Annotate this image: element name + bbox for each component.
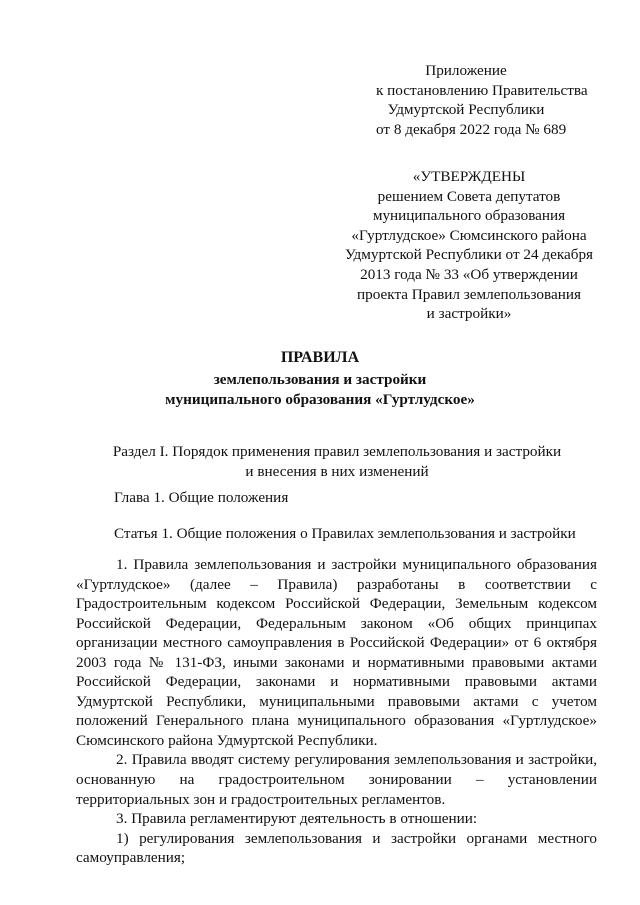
body-line: Российской Федерации, Федеральным законом «Об общих принципах xyxy=(76,614,597,632)
body-line: 2. Правила вводят систему регулирования землепользования и застройки, xyxy=(116,751,597,769)
appendix-block xyxy=(376,61,588,139)
approved-line: «Гуртлудское» Сюмсинского района xyxy=(351,226,587,244)
appendix-line: от 8 декабря 2022 года № 689 xyxy=(376,120,567,138)
document-title: ПРАВИЛА xyxy=(280,349,360,366)
body-line: территориальных зон и градостроительных регламентов. xyxy=(76,790,446,808)
section-heading xyxy=(60,442,614,481)
appendix-line: Удмуртской Республики xyxy=(387,101,545,119)
approved-line: решением Совета депутатов xyxy=(377,187,561,205)
chapter-heading: Глава 1. Общие положения xyxy=(114,489,289,506)
body-line: организации местного самоуправления в Российской Федерации» от 6 октября xyxy=(76,634,597,652)
body-line: 1) регулирования землепользования и застройки органами местного xyxy=(116,829,597,847)
body-line: Удмуртской Республики, муниципальными правовыми актами с учетом xyxy=(76,692,597,710)
appendix-line: к постановлению Правительства xyxy=(376,81,588,99)
appendix-line: Приложение xyxy=(425,62,507,79)
body-line: 1. Правила землепользования и застройки муниципального образования xyxy=(116,556,597,573)
approved-line: проекта Правил землепользования xyxy=(357,285,581,303)
body-line: Градостроительным кодексом Российской Федерации, Земельным кодексом xyxy=(76,595,597,613)
article-heading: Статья 1. Общие положения о Правилах землепользования и застройки xyxy=(114,525,576,542)
approved-line: муниципального образования xyxy=(372,207,566,225)
approved-line: 2013 года № 33 «Об утверждении xyxy=(360,265,578,283)
body-line: Российской Федерации, законами и нормативными правовыми актами xyxy=(76,673,597,691)
section-line: и внесения в них изменений xyxy=(245,462,429,480)
approved-line: и застройки» xyxy=(426,305,512,323)
approved-block xyxy=(338,167,600,324)
body-line: 3. Правила регламентируют деятельность в отношении: xyxy=(116,810,478,828)
body-line: самоуправления; xyxy=(76,849,186,867)
subtitle-line: землепользования и застройки xyxy=(213,371,427,388)
body-line: 2003 года № 131-ФЗ, иными законами и нормативными правовыми актами xyxy=(76,653,597,671)
subtitle-line: муниципального образования «Гуртлудское» xyxy=(165,390,475,408)
body-line: «Гуртлудское» (далее – Правила) разработаны в соответствии с xyxy=(76,575,597,593)
body-line: Сюмсинского района Удмуртской Республики. xyxy=(76,731,378,749)
body-line: основанную на градостроительном зонировании – установлении xyxy=(76,771,597,789)
body-line: положений Генерального плана муниципального образования «Гуртлудское» xyxy=(76,712,597,730)
approved-line: «УТВЕРЖДЕНЫ xyxy=(412,168,526,185)
article-body xyxy=(76,555,597,868)
document-subtitle xyxy=(0,370,640,409)
approved-line: Удмуртской Республики от 24 декабря xyxy=(344,246,594,264)
section-line: Раздел I. Порядок применения правил землепользования и застройки xyxy=(112,443,562,460)
